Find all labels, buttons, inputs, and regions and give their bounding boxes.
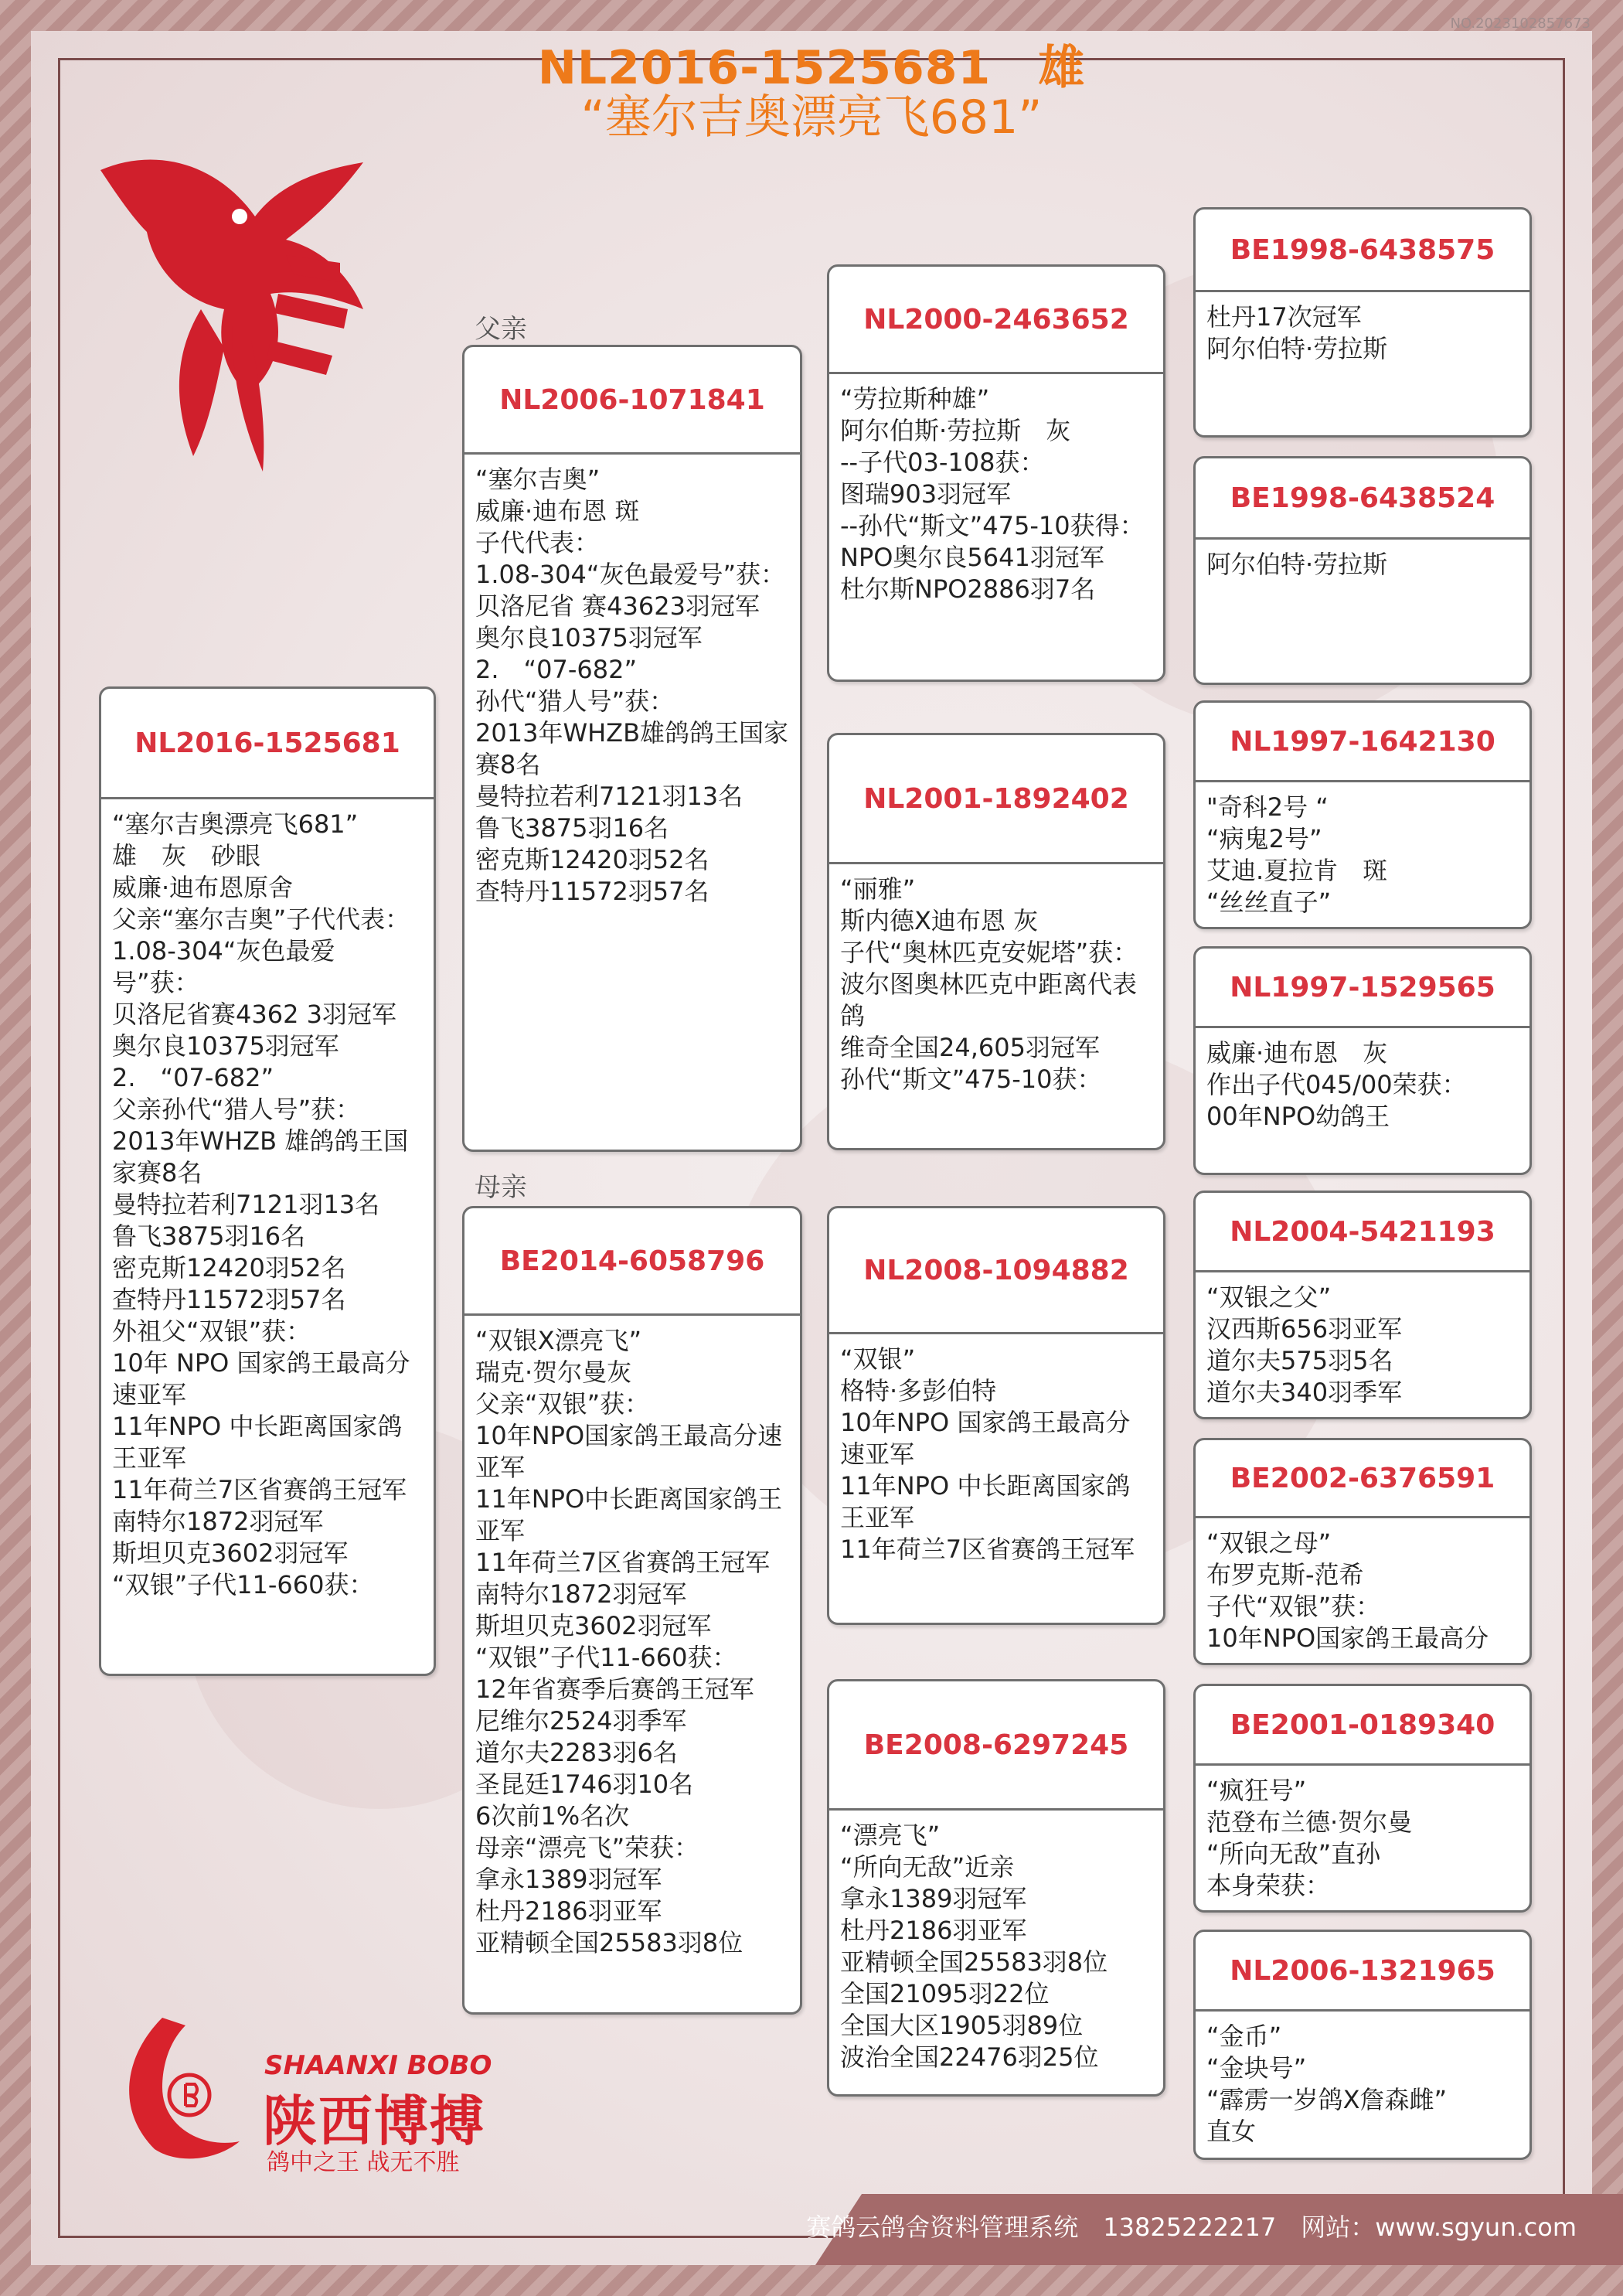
ring-number: NL2008-1094882 xyxy=(829,1208,1163,1334)
brand-english-name: SHAANXI BOBO xyxy=(264,2050,492,2081)
pigeon-info: “双银之母” 布罗克斯-范希 子代“双银”获： 10年NPO国家鸽王最高分 xyxy=(1206,1528,1489,1653)
pedigree-card-great-grandparent xyxy=(1193,1191,1532,1419)
pigeon-info: “丽雅” 斯内德X迪布恩 灰 子代“奥林匹克安妮塔”获： 波尔图奥林匹克中距离代表鸽 维奇全国24,605羽冠军 孙代“斯文”475-10获： xyxy=(840,874,1138,1094)
pigeon-info: “塞尔吉奥” 威廉·迪布恩 斑 子代代表： 1.08-304“灰色最爱号”获： 贝洛尼省 赛43623羽冠军 奥尔良10375羽冠军 2. “07-682” 孙代“猎人号”获： 2013年WHZB雄鸽鸽王国家赛8名 曼特拉若利7121羽13名 鲁飞3875羽16名 密克斯12420羽52名 查特丹11572羽57名 xyxy=(475,465,789,906)
ring-number: BE1998-6438524 xyxy=(1196,458,1529,540)
pedigree-card-main xyxy=(99,686,436,1676)
pigeon-info: “劳拉斯种雄” 阿尔伯斯·劳拉斯 灰 --子代03-108获： 图瑞903羽冠军 --孙代“斯文”475-10获得： NPO奥尔良5641羽冠军 杜尔斯NPO2886羽7名 xyxy=(840,384,1145,604)
ring-number: NL2001-1892402 xyxy=(829,735,1163,864)
pigeon-info: “双银之父” 汉西斯656羽亚军 道尔夫575羽5名 道尔夫340羽季军 xyxy=(1206,1283,1403,1407)
ring-number: NL2016-1525681 xyxy=(101,689,434,799)
pedigree-card-great-grandparent xyxy=(1193,1438,1532,1665)
serial-number: NO.2023102857673 xyxy=(1450,15,1591,32)
ring-number: BE2008-6297245 xyxy=(829,1681,1163,1811)
ring-number: NL1997-1642130 xyxy=(1196,703,1529,782)
pigeon-info: “双银” 格特·多彭伯特 10年NPO 国家鸽王最高分速亚军 11年NPO 中长距离国家鸽王亚军 11年荷兰7区省赛鸽王冠军 xyxy=(840,1344,1135,1564)
pedigree-card-great-grandparent xyxy=(1193,1684,1532,1913)
pedigree-card-great-grandparent xyxy=(1193,456,1532,685)
pedigree-card-dam-sire xyxy=(827,1206,1165,1625)
ring-number: BE2014-6058796 xyxy=(464,1208,800,1316)
pedigree-card-great-grandparent xyxy=(1193,946,1532,1175)
pigeon-name-title: “塞尔吉奥漂亮飞681” xyxy=(580,90,1043,145)
pedigree-card-sire-dam xyxy=(827,733,1165,1150)
pedigree-card-dam-dam xyxy=(827,1679,1165,2097)
pigeon-info: 杜丹17次冠军 阿尔伯特·劳拉斯 xyxy=(1206,302,1388,363)
brand-chinese-name: 陕西博搏 xyxy=(263,2090,485,2153)
pigeon-info: “疯狂号” 范登布兰德·贺尔曼 “所向无敌”直孙 本身荣获： xyxy=(1206,1776,1413,1900)
pigeon-info: 阿尔伯特·劳拉斯 xyxy=(1206,550,1388,579)
ring-number: NL2006-1071841 xyxy=(464,347,800,455)
ring-number: NL2000-2463652 xyxy=(829,267,1163,374)
ring-number: NL2006-1321965 xyxy=(1196,1932,1529,2012)
footer-stripe xyxy=(0,2265,1623,2296)
ring-number: NL1997-1529565 xyxy=(1196,949,1529,1028)
pigeon-info: “塞尔吉奥漂亮飞681” 雄 灰 砂眼 威廉·迪布恩原舍 父亲“塞尔吉奥”子代代表： 1.08-304“灰色最爱 号”获： 贝洛尼省赛4362 3羽冠军 奥尔良10375羽冠军 2. “07-682” 父亲孙代“猎人号”获： 2013年WHZB 雄鸽鸽王国家赛8名 曼特拉若利7121羽13名 鲁飞3875羽16名 密克斯12420羽52名 查特丹11572羽57名 外祖父“双银”获： 10年 NPO 国家鸽王最高分速亚军 11年NPO 中长距离国家鸽王亚军 11年荷兰7区省赛鸽王冠军 南特尔1872羽冠军 斯坦贝克3602羽冠军 “双银”子代11-660获： xyxy=(112,809,410,1599)
ring-number: BE2001-0189340 xyxy=(1196,1686,1529,1766)
ring-number: NL2004-5421193 xyxy=(1196,1193,1529,1272)
phoenix-logo-icon xyxy=(85,116,410,487)
page-title: NL2016-1525681 雄 xyxy=(537,41,1086,95)
pigeon-info: “漂亮飞” “所向无敌”近亲 拿永1389羽冠军 杜丹2186羽亚军 亚精顿全国25583羽8位 全国21095羽22位 全国大区1905羽89位 波治全国22476羽25位 xyxy=(840,1821,1108,2072)
footer-text: 赛鸽云鸽舍资料管理系统 13825222217 网站：www.sgyun.com xyxy=(806,2213,1577,2242)
pedigree-card-dam xyxy=(462,1206,802,2015)
ring-number: BE2002-6376591 xyxy=(1196,1440,1529,1518)
pigeon-info: "奇科2号 “ “病鬼2号” 艾迪.夏拉肯 斑 “丝丝直子” xyxy=(1206,792,1388,917)
pedigree-card-great-grandparent xyxy=(1193,700,1532,929)
pedigree-card-great-grandparent xyxy=(1193,207,1532,438)
pedigree-card-great-grandparent xyxy=(1193,1930,1532,2160)
mother-label: 母亲 xyxy=(475,1172,527,1203)
pigeon-info: “金币” “金块号” “霹雳一岁鸽X詹森雌” 直女 xyxy=(1206,2022,1448,2146)
pigeon-info: 威廉·迪布恩 灰 作出子代045/00荣获： 00年NPO幼鸽王 xyxy=(1206,1038,1467,1131)
ring-number: BE1998-6438575 xyxy=(1196,210,1529,292)
father-label: 父亲 xyxy=(475,314,527,345)
brand-slogan: 鸽中之王 战无不胜 xyxy=(267,2149,460,2176)
pigeon-info: “双银X漂亮飞” 瑞克·贺尔曼灰 父亲“双银”获： 10年NPO国家鸽王最高分速亚军 11年NPO中长距离国家鸽王亚军 11年荷兰7区省赛鸽王冠军 南特尔1872羽冠军 斯坦贝克3602羽冠军 “双银”子代11-660获： 12年省赛季后赛鸽王冠军 尼维尔2524羽季军 道尔夫2283羽6名 圣昆廷1746羽10名 6次前1%名次 母亲“漂亮飞”荣获： 拿永1389羽冠军 杜丹2186羽亚军 亚精顿全国25583羽8位 xyxy=(475,1326,783,1957)
pedigree-card-sire-sire xyxy=(827,264,1165,682)
pedigree-card-sire xyxy=(462,345,802,1152)
